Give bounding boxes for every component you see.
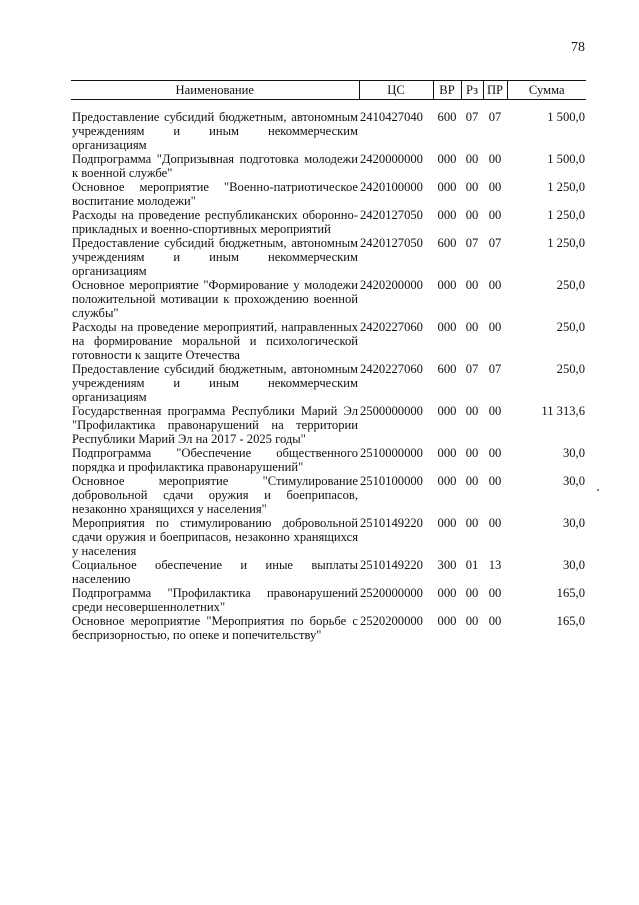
row-vr: 000 [437, 152, 457, 166]
column-header-name: Наименование [71, 81, 359, 100]
row-cs: 2510149220 [360, 558, 423, 572]
table-row [71, 586, 586, 614]
row-sum: 11 313,6 [541, 404, 585, 418]
row-name: Предоставление субсидий бюджетным, автономным учреждениям и иным некоммерческим организациям [72, 110, 358, 152]
table-row [71, 180, 586, 208]
budget-table [71, 80, 586, 642]
row-sum: 250,0 [556, 278, 585, 292]
row-pr: 00 [488, 278, 502, 292]
table-row [71, 236, 586, 278]
table-row [71, 558, 586, 586]
row-sum: 165,0 [556, 614, 585, 628]
row-cs: 2510000000 [360, 446, 423, 460]
page-number: 78 [571, 40, 585, 55]
row-rz: 00 [465, 278, 479, 292]
table-row [71, 100, 586, 153]
column-header-pr: ПР [483, 81, 507, 100]
row-sum: 1 500,0 [547, 110, 585, 124]
row-cs: 2420000000 [360, 152, 423, 166]
row-cs: 2420127050 [360, 208, 423, 222]
row-rz: 00 [465, 474, 479, 488]
row-rz: 00 [465, 404, 479, 418]
row-rz: 00 [465, 516, 479, 530]
table-row [71, 152, 586, 180]
table-row [71, 474, 586, 516]
row-pr: 07 [488, 362, 502, 376]
row-pr: 00 [488, 404, 502, 418]
row-vr: 000 [437, 474, 457, 488]
row-cs: 2520000000 [360, 586, 423, 600]
row-sum: 1 250,0 [547, 180, 585, 194]
row-rz: 07 [465, 362, 479, 376]
table-row [71, 404, 586, 446]
row-sum: 30,0 [562, 516, 585, 530]
row-name: Расходы на проведение республиканских оборонно-прикладных и военно-спортивных мероприятий [72, 208, 358, 236]
row-rz: 00 [465, 614, 479, 628]
row-vr: 000 [437, 320, 457, 334]
row-rz: 00 [465, 180, 479, 194]
row-rz: 00 [465, 586, 479, 600]
column-header-rz: Рз [461, 81, 483, 100]
row-rz: 01 [465, 558, 479, 572]
row-sum: 30,0 [562, 558, 585, 572]
row-name: Основное мероприятие "Мероприятия по борьбе с беспризорностью, по опеке и попечительству" [72, 614, 358, 642]
row-vr: 000 [437, 278, 457, 292]
row-pr: 00 [488, 180, 502, 194]
row-cs: 2510100000 [360, 474, 423, 488]
row-sum: 30,0 [562, 474, 585, 488]
row-name: Подпрограмма "Допризывная подготовка молодежи к военной службе" [72, 152, 358, 180]
scan-speck [597, 489, 599, 491]
row-pr: 00 [488, 516, 502, 530]
row-name: Основное мероприятие "Военно-патриотическое воспитание молодежи" [72, 180, 358, 208]
row-sum: 1 250,0 [547, 208, 585, 222]
column-header-cs: ЦС [359, 81, 433, 100]
row-pr: 13 [488, 558, 502, 572]
row-rz: 00 [465, 208, 479, 222]
table-row [71, 614, 586, 642]
table-row [71, 208, 586, 236]
row-name: Предоставление субсидий бюджетным, автономным учреждениям и иным некоммерческим организациям [72, 236, 358, 278]
row-pr: 00 [488, 320, 502, 334]
row-name: Основное мероприятие "Стимулирование добровольной сдачи оружия и боеприпасов, незаконно хранящихся у населения" [72, 474, 358, 516]
row-pr: 00 [488, 586, 502, 600]
row-cs: 2410427040 [360, 110, 423, 124]
row-name: Мероприятия по стимулированию добровольной сдачи оружия и боеприпасов, незаконно хранящихся у населения [72, 516, 358, 558]
table-row [71, 278, 586, 320]
row-name: Социальное обеспечение и иные выплаты населению [72, 558, 358, 586]
row-name: Расходы на проведение мероприятий, направленных на формирование моральной и психологической готовности к защите Отечества [72, 320, 358, 362]
row-cs: 2420227060 [360, 362, 423, 376]
row-name: Предоставление субсидий бюджетным, автономным учреждениям и иным некоммерческим организациям [72, 362, 358, 404]
row-rz: 00 [465, 152, 479, 166]
row-sum: 30,0 [562, 446, 585, 460]
row-pr: 00 [488, 208, 502, 222]
row-rz: 07 [465, 236, 479, 250]
row-rz: 00 [465, 446, 479, 460]
row-sum: 1 500,0 [547, 152, 585, 166]
row-vr: 000 [437, 180, 457, 194]
row-sum: 250,0 [556, 362, 585, 376]
table-body [71, 100, 586, 643]
table-header-row [71, 81, 586, 100]
table-row [71, 516, 586, 558]
row-sum: 250,0 [556, 320, 585, 334]
row-vr: 000 [437, 208, 457, 222]
row-name: Основное мероприятие "Формирование у молодежи положительной мотивации к прохождению военной службы" [72, 278, 358, 320]
row-vr: 000 [437, 446, 457, 460]
row-cs: 2500000000 [360, 404, 423, 418]
table-row [71, 362, 586, 404]
row-pr: 00 [488, 614, 502, 628]
row-pr: 07 [488, 110, 502, 124]
row-cs: 2420227060 [360, 320, 423, 334]
row-vr: 600 [437, 362, 457, 376]
row-vr: 600 [437, 236, 457, 250]
row-vr: 000 [437, 516, 457, 530]
table-row [71, 320, 586, 362]
row-pr: 07 [488, 236, 502, 250]
row-pr: 00 [488, 446, 502, 460]
row-cs: 2510149220 [360, 516, 423, 530]
row-vr: 000 [437, 586, 457, 600]
row-name: Подпрограмма "Профилактика правонарушений среди несовершеннолетних" [72, 586, 358, 614]
row-sum: 165,0 [556, 586, 585, 600]
row-cs: 2520200000 [360, 614, 423, 628]
row-sum: 1 250,0 [547, 236, 585, 250]
row-name: Подпрограмма "Обеспечение общественного порядка и профилактика правонарушений" [72, 446, 358, 474]
row-vr: 000 [437, 404, 457, 418]
row-rz: 07 [465, 110, 479, 124]
column-header-sum: Сумма [507, 81, 586, 100]
row-vr: 000 [437, 614, 457, 628]
row-cs: 2420100000 [360, 180, 423, 194]
row-cs: 2420127050 [360, 236, 423, 250]
table-row [71, 446, 586, 474]
row-pr: 00 [488, 152, 502, 166]
row-vr: 600 [437, 110, 457, 124]
row-cs: 2420200000 [360, 278, 423, 292]
row-rz: 00 [465, 320, 479, 334]
row-vr: 300 [437, 558, 457, 572]
row-name: Государственная программа Республики Марий Эл "Профилактика правонарушений на территории Республики Марий Эл на 2017 - 2025 годы" [72, 404, 358, 446]
row-pr: 00 [488, 474, 502, 488]
column-header-vr: ВР [433, 81, 461, 100]
